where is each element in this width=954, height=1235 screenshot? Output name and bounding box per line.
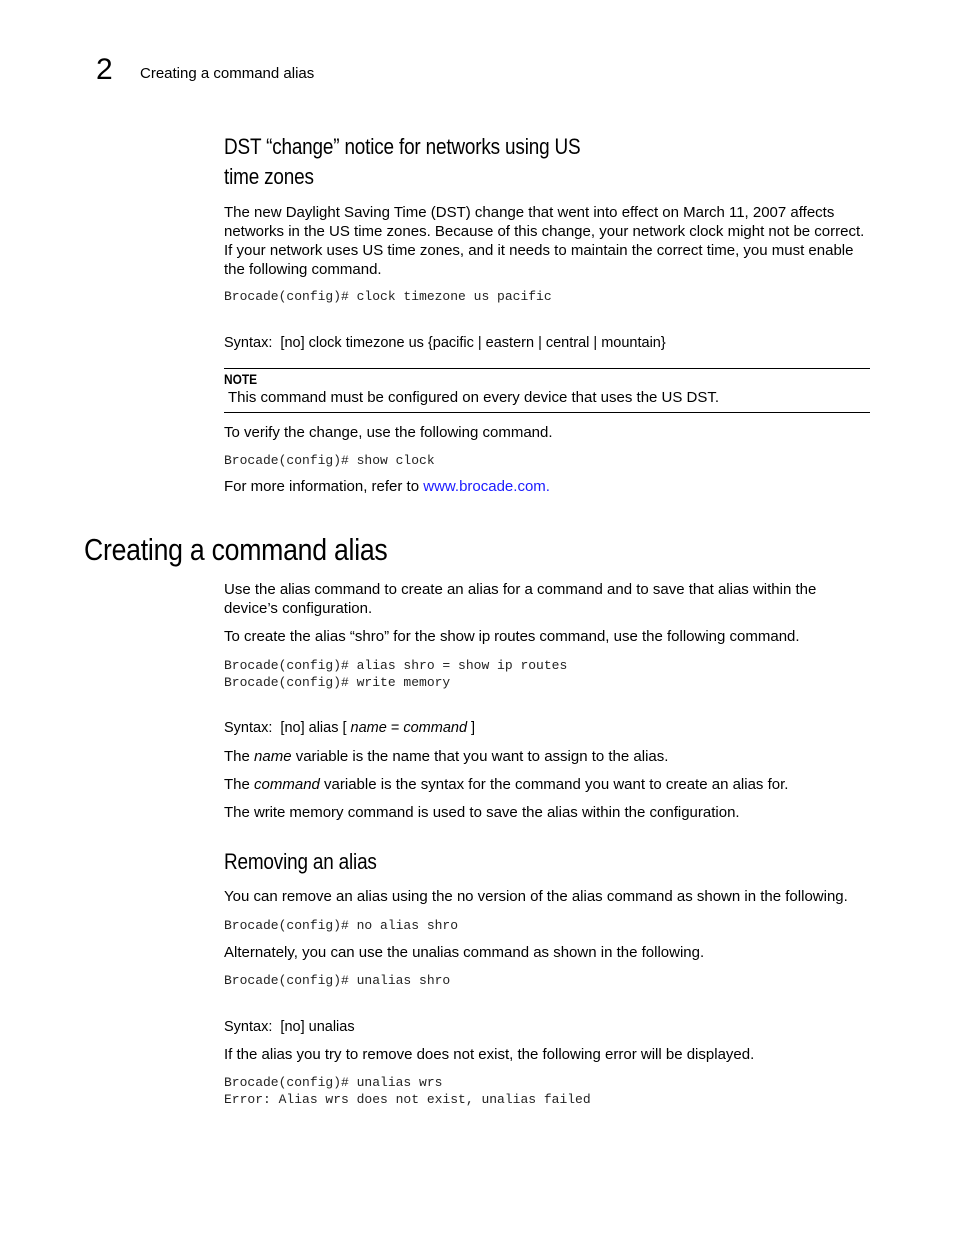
alias-section-title: Creating a command alias <box>84 532 388 567</box>
note-text: This command must be configured on every device that uses the US DST. <box>228 389 720 406</box>
verify-text: To verify the change, use the following command. <box>224 424 553 441</box>
brocade-link[interactable]: www.brocade.com. <box>423 478 550 495</box>
verify-code-example: Brocade(config)# show clock <box>224 453 435 468</box>
remove-paragraph-3: If the alias you try to remove does not exist, the following error will be displayed. <box>224 1046 755 1063</box>
running-header-title: Creating a command alias <box>140 65 315 82</box>
command-variable-text: The command variable is the syntax for the command you want to create an alias for. <box>224 776 789 793</box>
unalias-code-example: Brocade(config)# unalias shro <box>224 973 451 988</box>
note-bottom-rule <box>224 412 870 413</box>
alias-syntax: Syntax: [no] alias [ name = command ] <box>224 720 476 736</box>
dst-paragraph: The new Daylight Saving Time (DST) change that went into effect on March 11, 2007 affects networks in the US time zones. Because of this change, your network clock might not be correct. If your network uses US time zones, and it needs to maintain the correct time, you must enable the following command. <box>224 204 865 278</box>
dst-syntax <box>224 334 666 353</box>
no-alias-code-example: Brocade(config)# no alias shro <box>224 918 459 933</box>
dst-code-example: Brocade(config)# clock timezone us pacific <box>224 289 552 304</box>
syntax-label: Syntax: <box>224 335 273 351</box>
alias-paragraph-2: To create the alias “shro” for the show ip routes command, use the following command. <box>224 628 800 645</box>
alias-command-term: alias <box>279 581 311 598</box>
name-variable-text: The name variable is the name that you want to assign to the alias. <box>224 748 669 765</box>
note-label: NOTE <box>224 371 258 387</box>
dst-section-title <box>224 132 580 192</box>
alias-code-example: Brocade(config)# alias shro = show ip routes Brocade(config)# write memory <box>224 658 568 690</box>
remove-section-title: Removing an alias <box>224 849 377 874</box>
dst-title-line2: time zones <box>224 164 314 189</box>
more-info-text: For more information, refer to www.brocade.com. <box>224 478 550 495</box>
chapter-number: 2 <box>96 53 113 86</box>
write-memory-text: The write memory command is used to save the alias within the configuration. <box>224 804 740 821</box>
syntax-text: [no] clock timezone us {pacific | eastern | central | mountain} <box>280 335 666 351</box>
unalias-syntax: Syntax: [no] unalias <box>224 1019 355 1035</box>
error-code-example: Brocade(config)# unalias wrs Error: Alias wrs does not exist, unalias failed <box>224 1075 591 1107</box>
show-ip-routes-term: show ip routes <box>439 628 536 645</box>
dst-title-line1: DST “change” notice for networks using US <box>224 134 581 159</box>
note-top-rule <box>224 368 870 369</box>
remove-paragraph-2: Alternately, you can use the unalias command as shown in the following. <box>224 944 705 961</box>
alias-paragraph-1: Use the alias command to create an alias for a command and to save that alias within the device’s configuration. <box>224 581 817 617</box>
remove-paragraph-1: You can remove an alias using the no version of the alias command as shown in the following. <box>224 888 848 905</box>
